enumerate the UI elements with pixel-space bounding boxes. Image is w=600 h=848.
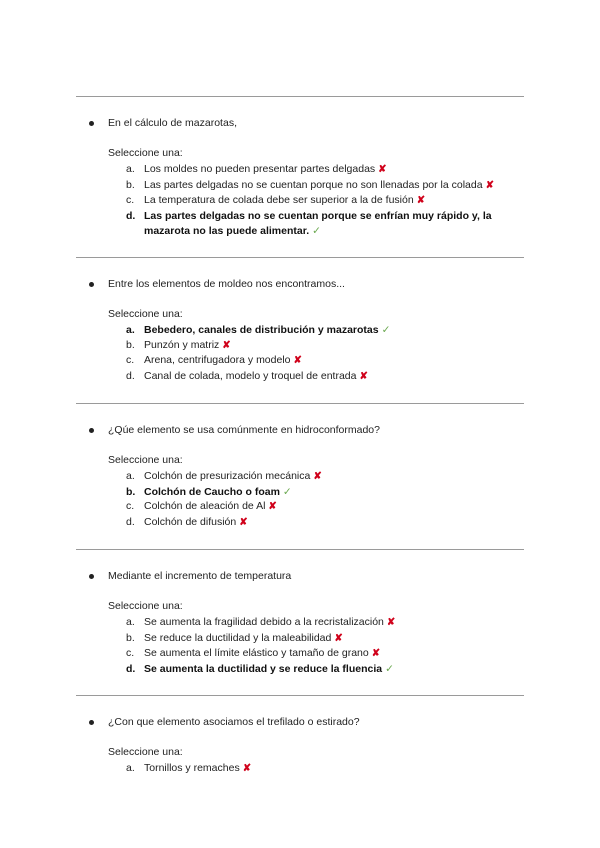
incorrect-icon: ✘ <box>378 164 387 175</box>
option-b[interactable]: b. Colchón de Caucho o foam ✓ <box>126 485 292 498</box>
question-4 <box>76 569 524 677</box>
option-c[interactable]: c. Arena, centrifugadora y modelo ✘ <box>126 354 302 367</box>
correct-icon: ✓ <box>312 224 321 237</box>
incorrect-icon: ✘ <box>222 339 231 351</box>
option-d[interactable]: d. Las partes delgadas no se cuentan porque se enfrían muy rápido y, la mazarota no las puede alimentar. ✓ <box>126 210 492 237</box>
bullet-icon <box>89 282 94 287</box>
select-prompt: Seleccione una: <box>108 147 183 159</box>
option-a[interactable]: a. Bebedero, canales de distribución y mazarotas ✓ <box>126 324 391 336</box>
question-5 <box>76 715 524 777</box>
option-b[interactable]: b. Punzón y matriz ✘ <box>126 338 231 351</box>
option-d[interactable]: d. Colchón de difusión ✘ <box>126 516 248 529</box>
incorrect-icon: ✘ <box>386 617 396 628</box>
incorrect-icon: ✘ <box>485 179 494 191</box>
question-stem: ¿Con que elemento asociamos el trefilado o estirado? <box>76 715 524 729</box>
question-stem: Entre los elementos de moldeo nos encontramos... <box>76 277 524 291</box>
correct-icon: ✓ <box>282 485 292 498</box>
option-c[interactable]: c. Se aumenta el límite elástico y tamaño de grano ✘ <box>126 647 381 660</box>
select-prompt: Seleccione una: <box>108 454 183 466</box>
question-stem: ¿Qúe elemento se usa comúnmente en hidroconformado? <box>76 423 524 437</box>
incorrect-icon: ✘ <box>268 501 277 513</box>
select-prompt: Seleccione una: <box>108 746 183 758</box>
question-stem: En el cálculo de mazarotas, <box>76 116 524 130</box>
option-list <box>76 761 524 777</box>
incorrect-icon: ✘ <box>359 371 368 383</box>
correct-icon: ✓ <box>381 324 391 336</box>
bullet-icon <box>89 720 94 725</box>
divider <box>76 549 524 550</box>
select-prompt: Seleccione una: <box>108 308 183 320</box>
option-c[interactable]: c. Colchón de aleación de Al ✘ <box>126 500 277 513</box>
question-2 <box>76 277 524 385</box>
bullet-icon <box>89 428 94 433</box>
divider <box>76 257 524 258</box>
question-stem: Mediante el incremento de temperatura <box>76 569 524 583</box>
divider <box>76 695 524 696</box>
bullet-icon <box>89 574 94 579</box>
option-b[interactable]: b. Se reduce la ductilidad y la maleabilidad ✘ <box>126 631 343 644</box>
incorrect-icon: ✘ <box>293 355 302 367</box>
incorrect-icon: ✘ <box>239 517 248 529</box>
incorrect-icon: ✘ <box>334 632 343 644</box>
option-a[interactable]: a. Colchón de presurización mecánica ✘ <box>126 470 322 482</box>
incorrect-icon: ✘ <box>416 195 426 207</box>
correct-icon: ✓ <box>385 663 394 676</box>
incorrect-icon: ✘ <box>313 471 322 482</box>
option-b[interactable]: b. Las partes delgadas no se cuentan porque no son llenadas por la colada ✘ <box>126 178 494 191</box>
divider <box>76 96 524 97</box>
option-d[interactable]: d. Canal de colada, modelo y troquel de entrada ✘ <box>126 370 368 383</box>
bullet-icon <box>89 121 94 126</box>
divider <box>76 403 524 404</box>
incorrect-icon: ✘ <box>371 648 381 660</box>
question-1 <box>76 116 524 239</box>
option-a[interactable]: a. Se aumenta la fragilidad debido a la recristalización ✘ <box>126 616 396 628</box>
option-list <box>76 469 524 531</box>
question-3 <box>76 423 524 531</box>
incorrect-icon: ✘ <box>242 763 252 774</box>
option-list <box>76 615 524 677</box>
option-list <box>76 323 524 385</box>
option-c[interactable]: c. La temperatura de colada debe ser superior a la de fusión ✘ <box>126 194 426 207</box>
option-d[interactable]: d. Se aumenta la ductilidad y se reduce la fluencia ✓ <box>126 663 394 676</box>
select-prompt: Seleccione una: <box>108 600 183 612</box>
option-a[interactable]: a. Los moldes no pueden presentar partes delgadas ✘ <box>126 163 387 175</box>
option-a[interactable]: a. Tornillos y remaches ✘ <box>126 762 252 774</box>
option-list <box>76 162 524 239</box>
